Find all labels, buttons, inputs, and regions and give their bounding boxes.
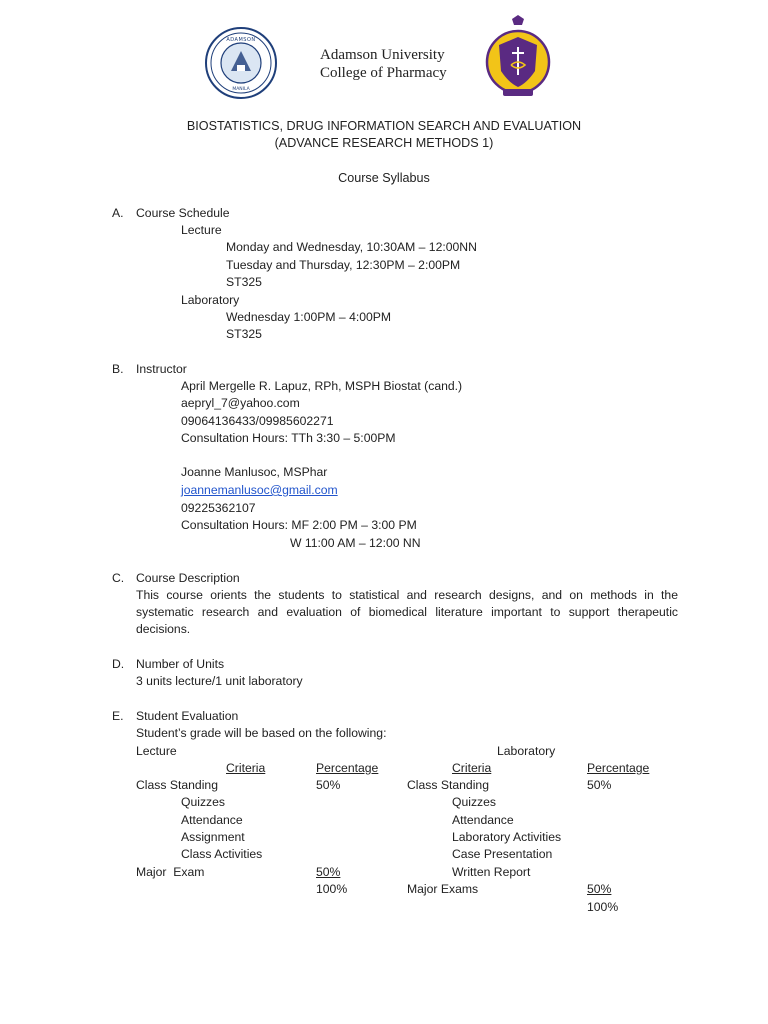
instructor1-email: aepryl_7@yahoo.com	[181, 396, 300, 410]
lecture-percentage-header: Percentage	[316, 761, 379, 775]
instructor1-phone: 09064136433/09985602271	[181, 414, 334, 428]
adamson-university-seal	[205, 27, 277, 99]
section-a-heading: Course Schedule	[136, 206, 230, 220]
lecture-class-standing-pct: 50%	[316, 778, 341, 792]
lab-class-standing: Class Standing	[407, 778, 489, 792]
lecture-total: 100%	[316, 882, 348, 896]
lab-percentage-header: Percentage	[587, 761, 650, 775]
lab-major-exams: Major Exams	[407, 882, 479, 896]
instructor1-name: April Mergelle R. Lapuz, RPh, MSPH Biostat (cand.)	[181, 379, 463, 393]
lecture-major-exam: Major Exam	[136, 865, 205, 879]
lab-criterion: Quizzes	[452, 795, 497, 809]
lab-class-standing-pct: 50%	[587, 778, 612, 792]
course-title: BIOSTATISTICS, DRUG INFORMATION SEARCH AND EVALUATION	[186, 119, 582, 133]
consultation-value: : TTh 3:30 – 5:00PM	[284, 431, 396, 445]
lab-criterion: Case Presentation	[452, 847, 553, 861]
instructor2-name: Joanne Manlusoc, MSPhar	[181, 465, 328, 479]
college-of-pharmacy-seal	[483, 15, 553, 103]
section-d-letter: D.	[112, 657, 125, 671]
instructor2-consultation: Consultation Hours: MF 2:00 PM – 3:00 PM	[181, 518, 417, 532]
instructor2-consultation-2: W 11:00 AM – 12:00 NN	[290, 536, 421, 550]
lab-criterion: Laboratory Activities	[452, 830, 562, 844]
course-description-line: decisions.	[136, 622, 191, 636]
section-d-heading: Number of Units	[136, 657, 225, 671]
section-c-letter: C.	[112, 571, 125, 585]
lecture-criteria-header: Criteria	[226, 761, 266, 775]
instructor1-consultation	[181, 430, 396, 446]
course-subtitle: (ADVANCE RESEARCH METHODS 1)	[274, 136, 494, 150]
consultation-label: Consultation Hours	[181, 431, 285, 445]
lab-room: ST325	[226, 327, 262, 341]
course-description-line: systematic research and evaluation of biomedical literature important to support therapeutic	[136, 605, 678, 619]
lecture-criterion: Quizzes	[181, 795, 226, 809]
section-b-heading: Instructor	[136, 362, 187, 376]
lecture-major-exam-pct: 50%	[316, 865, 341, 879]
course-description-line: This course orients the students to statistical and research designs, and on methods in the	[136, 588, 678, 602]
lecture-schedule-line: Tuesday and Thursday, 12:30PM – 2:00PM	[226, 258, 461, 272]
svg-text:ADAMSON: ADAMSON	[226, 37, 256, 43]
lab-major-exams-pct: 50%	[587, 882, 612, 896]
lab-criterion: Attendance	[452, 813, 514, 827]
section-c-heading: Course Description	[136, 571, 240, 585]
instructor2-email-link[interactable]: joannemanlusoc@gmail.com	[181, 483, 338, 497]
lab-total: 100%	[587, 900, 619, 914]
lecture-eval-label: Lecture	[136, 744, 177, 758]
lecture-schedule-line: Monday and Wednesday, 10:30AM – 12:00NN	[226, 240, 477, 254]
lecture-class-standing: Class Standing	[136, 778, 218, 792]
lecture-criterion: Attendance	[181, 813, 243, 827]
lecture-room: ST325	[226, 275, 262, 289]
college-name: College of Pharmacy	[320, 65, 447, 81]
section-e-letter: E.	[112, 709, 124, 723]
university-name: Adamson University	[320, 47, 445, 63]
lecture-criterion: Class Activities	[181, 847, 263, 861]
svg-text:MANILA: MANILA	[232, 87, 250, 92]
lecture-label: Lecture	[181, 223, 222, 237]
instructor2-phone: 09225362107	[181, 501, 256, 515]
syllabus-title: Course Syllabus	[338, 171, 430, 185]
evaluation-intro: Student’s grade will be based on the following:	[136, 726, 387, 740]
section-e-heading: Student Evaluation	[136, 709, 239, 723]
lab-schedule-line: Wednesday 1:00PM – 4:00PM	[226, 310, 392, 324]
lecture-criterion: Assignment	[181, 830, 245, 844]
lab-criteria-header: Criteria	[452, 761, 492, 775]
units-text: 3 units lecture/1 unit laboratory	[136, 674, 303, 688]
lab-criterion: Written Report	[452, 865, 531, 879]
section-b-letter: B.	[112, 362, 124, 376]
laboratory-eval-label: Laboratory	[497, 744, 556, 758]
laboratory-label: Laboratory	[181, 293, 240, 307]
section-a-letter: A.	[112, 206, 124, 220]
